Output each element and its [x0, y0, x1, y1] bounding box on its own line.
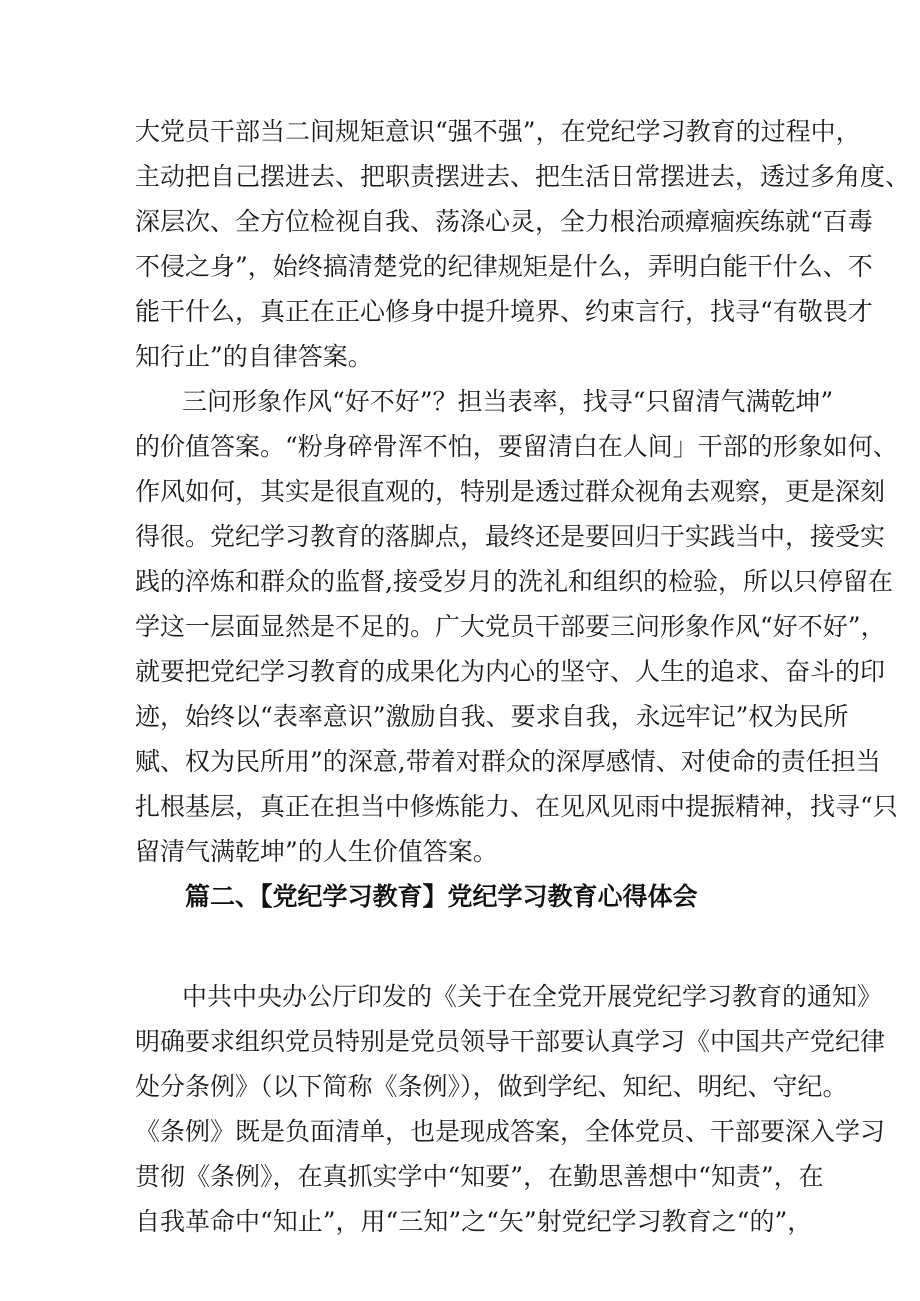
paragraph-line: 留清气满乾坤”的人生价值答案。 — [135, 837, 498, 866]
paragraph-line: 作风如何，其实是很直观的，特别是透过群众视角去观察，更是深刻 — [135, 477, 886, 506]
paragraph-line: 自我革命中“知止”，用“三知”之“矢”射党纪学习教育之“的”， — [135, 1207, 813, 1236]
paragraph-line: 明确要求组织党员特别是党员领导干部要认真学习《中国共产党纪律 — [135, 1027, 886, 1056]
paragraph-line: 三问形象作风“好不好”？担当表率，找寻“只留清气满乾坤” — [182, 387, 834, 416]
paragraph-line: 大党员干部当二间规矩意识“强不强”，在党纪学习教育的过程中， — [135, 117, 861, 146]
paragraph-line: 知行止”的自律答案。 — [135, 342, 373, 371]
section-heading: 篇二、【党纪学习教育】党纪学习教育心得体会 — [185, 882, 698, 911]
paragraph-line: 《条例》既是负面清单，也是现成答案，全体党员、干部要深入学习 — [135, 1117, 886, 1146]
paragraph-line: 学这一层面显然是不足的。广大党员干部要三问形象作风“好不好”， — [135, 612, 886, 641]
paragraph-line: 主动把自己摆进去、把职责摆进去、把生活日常摆进去，透过多角度、 — [135, 162, 911, 191]
paragraph-line: 处分条例》（以下简称《条例》），做到学纪、知纪、明纪、守纪。 — [135, 1072, 848, 1101]
paragraph-line: 就要把党纪学习教育的成果化为内心的坚守、人生的追求、奋斗的印 — [135, 657, 886, 686]
paragraph-line: 的价值答案。“粉身碎骨浑不怕，要留清白在人间」干部的形象如何、 — [135, 432, 898, 461]
paragraph-line: 能干什么，真正在正心修身中提升境界、约束言行，找寻“有敬畏才 — [135, 297, 873, 326]
paragraph-line: 赋、权为民所用”的深意,带着对群众的深厚感情、对使命的责任担当 — [135, 747, 881, 776]
paragraph-line: 深层次、全方位检视自我、荡涤心灵，全力根治顽瘴痼疾练就“百毒 — [135, 207, 873, 236]
paragraph-line: 践的淬炼和群众的监督,接受岁月的洗礼和组织的检验，所以只停留在 — [135, 567, 893, 596]
paragraph-line: 得很。党纪学习教育的落脚点，最终还是要回归于实践当中，接受实 — [135, 522, 886, 551]
paragraph-line: 贯彻《条例》，在真抓实学中“知要”，在勤思善想中“知责”，在 — [135, 1162, 824, 1191]
paragraph-line: 扎根基层，真正在担当中修炼能力、在见风见雨中提振精神，找寻“只 — [135, 792, 898, 821]
paragraph-line: 不侵之身”，始终搞清楚党的纪律规矩是什么，弄明白能干什么、不 — [135, 252, 873, 281]
paragraph-line: 迹，始终以“表率意识”激励自我、要求自我，永远牢记”权为民所 — [135, 702, 849, 731]
paragraph-line: 中共中央办公厅印发的《关于在全党开展党纪学习教育的通知》 — [182, 982, 883, 1011]
